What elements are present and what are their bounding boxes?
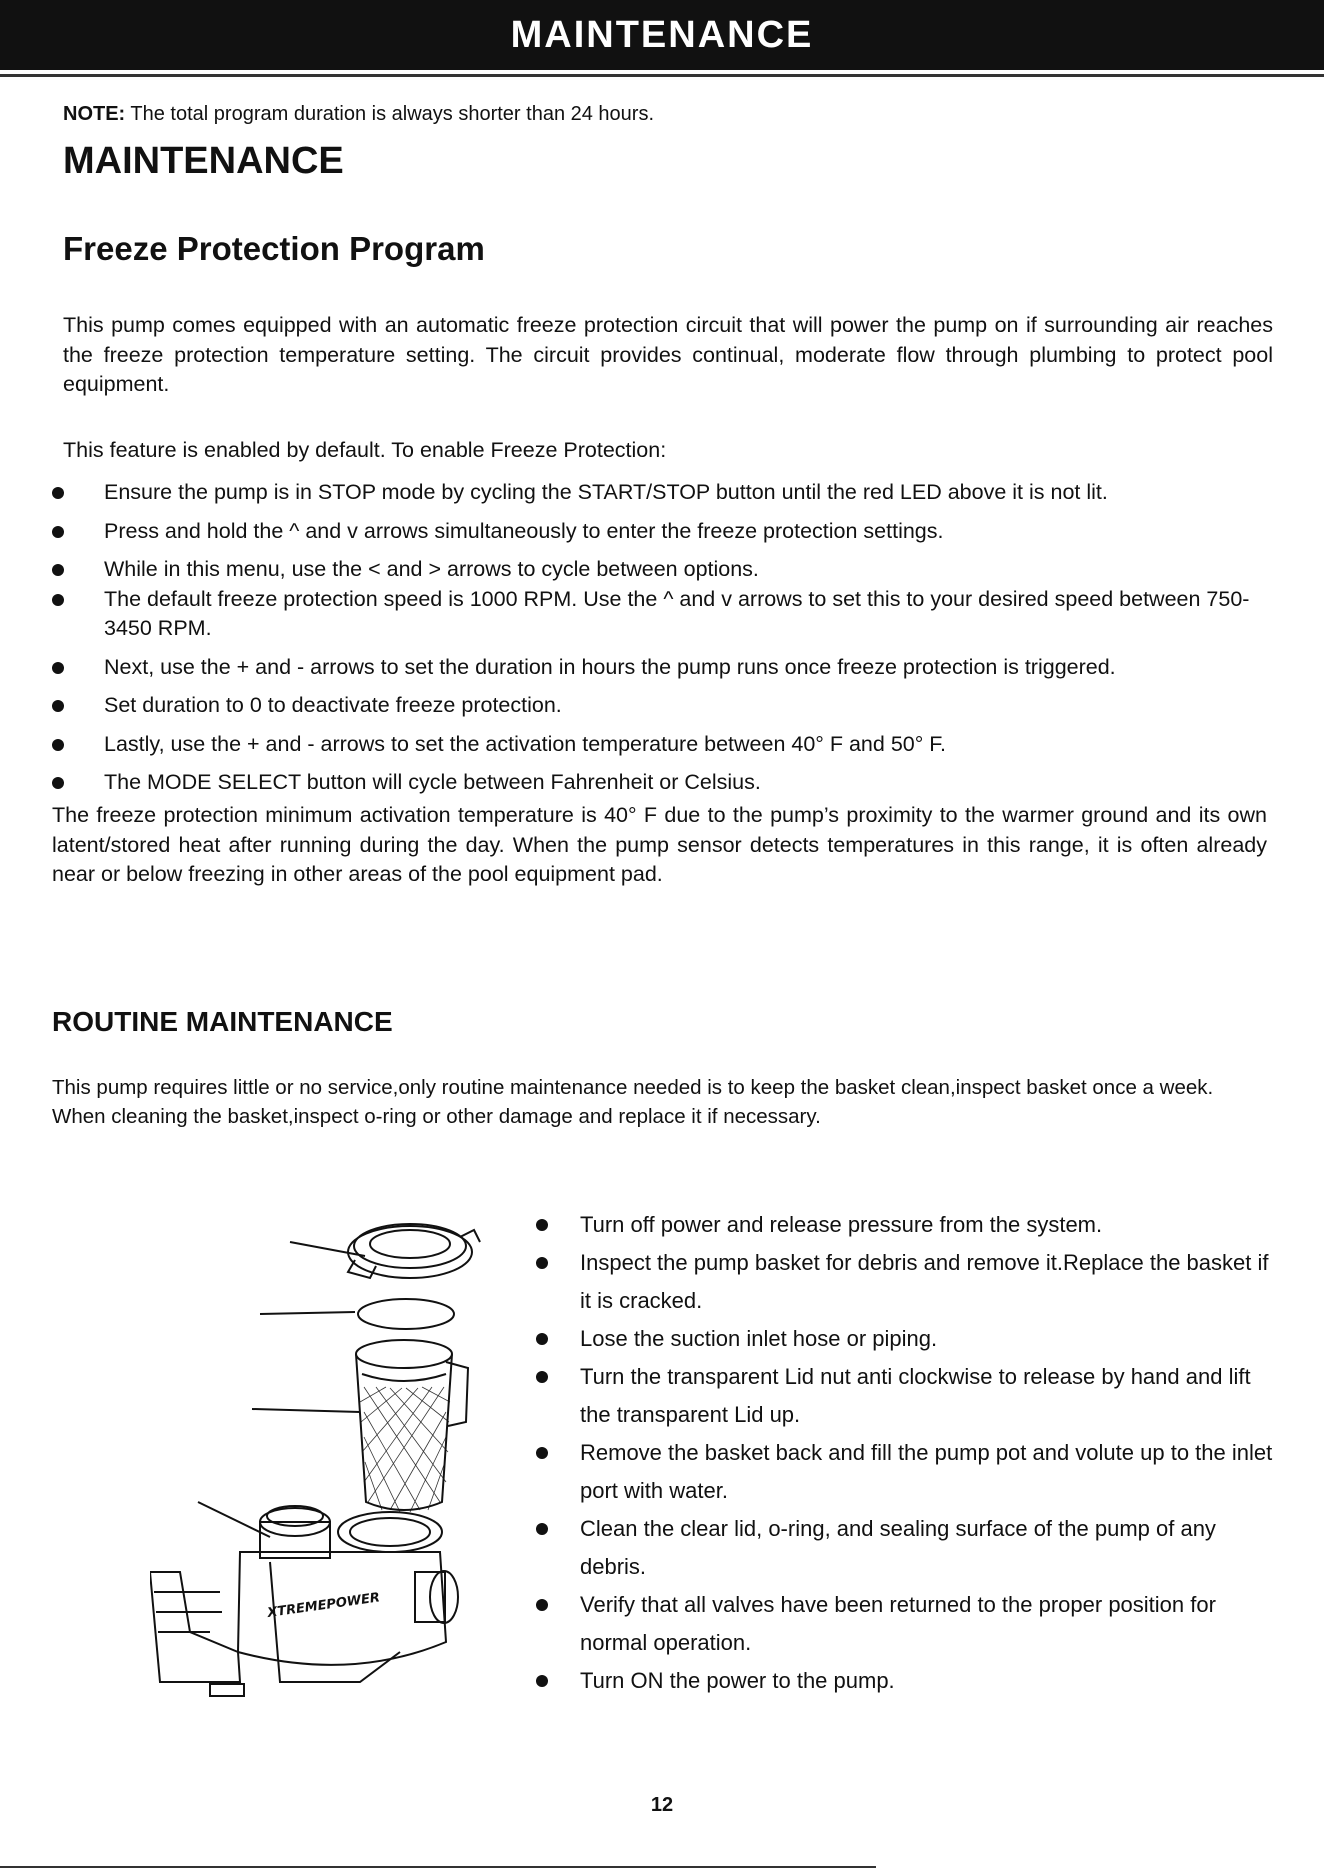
list-item-text: Inspect the pump basket for debris and remove it.Replace the basket if it is cracked.	[580, 1250, 1269, 1313]
pump-illustration	[150, 1212, 530, 1712]
callout-line-basket	[252, 1409, 360, 1412]
bullet-icon	[536, 1675, 548, 1687]
list-item	[52, 768, 1282, 798]
basket-mesh	[360, 1387, 450, 1512]
header-rule	[0, 74, 1324, 77]
bullet-icon	[536, 1333, 548, 1345]
list-item	[536, 1244, 1276, 1320]
note-label: NOTE:	[63, 103, 126, 125]
list-item	[52, 517, 1282, 547]
bullet-icon	[536, 1257, 548, 1269]
list-item-text: Set duration to 0 to deactivate freeze protection.	[104, 693, 562, 717]
freeze-closing: The freeze protection minimum activation temperature is 40° F due to the pump’s proximity to the warmer ground and its own latent/stored heat after running during the day. When the pump sensor detects temperatures in this range, it is often already near or below freezing in other areas of the pool equipment pad.	[52, 803, 1267, 886]
list-item-text: Remove the basket back and fill the pump pot and volute up to the inlet port with water.	[580, 1440, 1273, 1503]
list-item-text: The default freeze protection speed is 1000 RPM. Use the ^ and v arrows to set this to your desired speed between 750-3450 RPM.	[104, 586, 1250, 640]
list-item	[536, 1586, 1276, 1662]
list-item	[536, 1434, 1276, 1510]
bullet-icon	[52, 777, 64, 789]
list-item-text: Lose the suction inlet hose or piping.	[580, 1326, 938, 1351]
pump-logo-text: XTREMEPOWER	[266, 1590, 381, 1621]
list-item	[536, 1662, 1276, 1700]
section-title: MAINTENANCE	[63, 140, 344, 182]
routine-steps-list	[536, 1206, 1276, 1700]
bullet-icon	[52, 487, 64, 499]
note-text: The total program duration is always shorter than 24 hours.	[125, 103, 655, 125]
list-item-text: Verify that all valves have been returned to the proper position for normal operation.	[580, 1592, 1216, 1655]
list-item-text: Turn ON the power to the pump.	[580, 1668, 895, 1693]
bullet-icon	[536, 1523, 548, 1535]
list-item-text: Clean the clear lid, o-ring, and sealing surface of the pump of any debris.	[580, 1516, 1216, 1579]
list-item-text: Press and hold the ^ and v arrows simultaneously to enter the freeze protection settings.	[104, 518, 944, 543]
callout-line-oring	[260, 1312, 355, 1314]
list-item	[52, 730, 1282, 760]
list-item	[52, 691, 1282, 721]
bullet-icon	[52, 594, 64, 606]
list-item	[536, 1510, 1276, 1586]
bullet-icon	[536, 1447, 548, 1459]
list-item	[536, 1320, 1276, 1358]
header-banner	[0, 0, 1324, 70]
list-item	[536, 1358, 1276, 1434]
routine-intro: This pump requires little or no service,only routine maintenance needed is to keep the basket clean,inspect basket once a week. When cleaning the basket,inspect o-ring or other damage and replace it if necessary.	[52, 1076, 1214, 1128]
bullet-icon	[52, 662, 64, 674]
bullet-icon	[536, 1219, 548, 1231]
list-item-text: Turn the transparent Lid nut anti clockwise to release by hand and lift the transparent Lid up.	[580, 1364, 1251, 1427]
note-line	[63, 103, 654, 126]
list-item-text: The MODE SELECT button will cycle between Fahrenheit or Celsius.	[104, 770, 761, 794]
freeze-steps-list	[52, 478, 1282, 798]
freeze-intro: This pump comes equipped with an automatic freeze protection circuit that will power the pump on if surrounding air reaches the freeze protection temperature setting. The circuit provides continual, moderate flow through plumbing to protect pool equipment.	[63, 313, 1273, 396]
list-item-text: Lastly, use the + and - arrows to set the activation temperature between 40° F and 50° F.	[104, 731, 947, 756]
list-item	[52, 653, 1282, 683]
list-item	[52, 478, 1282, 508]
freeze-heading: Freeze Protection Program	[63, 230, 485, 267]
footer-rule	[0, 1866, 876, 1868]
list-item	[52, 555, 1282, 585]
banner-title: MAINTENANCE	[510, 13, 814, 56]
oring-shape	[358, 1299, 454, 1329]
bullet-icon	[52, 564, 64, 576]
bullet-icon	[52, 526, 64, 538]
bullet-icon	[52, 700, 64, 712]
bullet-icon	[536, 1371, 548, 1383]
list-item	[52, 585, 1282, 644]
bullet-icon	[52, 739, 64, 751]
list-item	[536, 1206, 1276, 1244]
list-item-text: Next, use the + and - arrows to set the duration in hours the pump runs once freeze protection is triggered.	[104, 654, 1116, 679]
list-item-text: Turn off power and release pressure from the system.	[580, 1212, 1103, 1237]
freeze-enable-line: This feature is enabled by default. To enable Freeze Protection:	[63, 438, 667, 462]
routine-heading: ROUTINE MAINTENANCE	[52, 1006, 393, 1037]
list-item-text: Ensure the pump is in STOP mode by cycling the START/STOP button until the red LED above it is not lit.	[104, 480, 1108, 504]
lid-shape	[348, 1224, 480, 1278]
list-item-text: While in this menu, use the < and > arrows to cycle between options.	[104, 557, 759, 581]
page-number: 12	[650, 1794, 674, 1816]
bullet-icon	[536, 1599, 548, 1611]
